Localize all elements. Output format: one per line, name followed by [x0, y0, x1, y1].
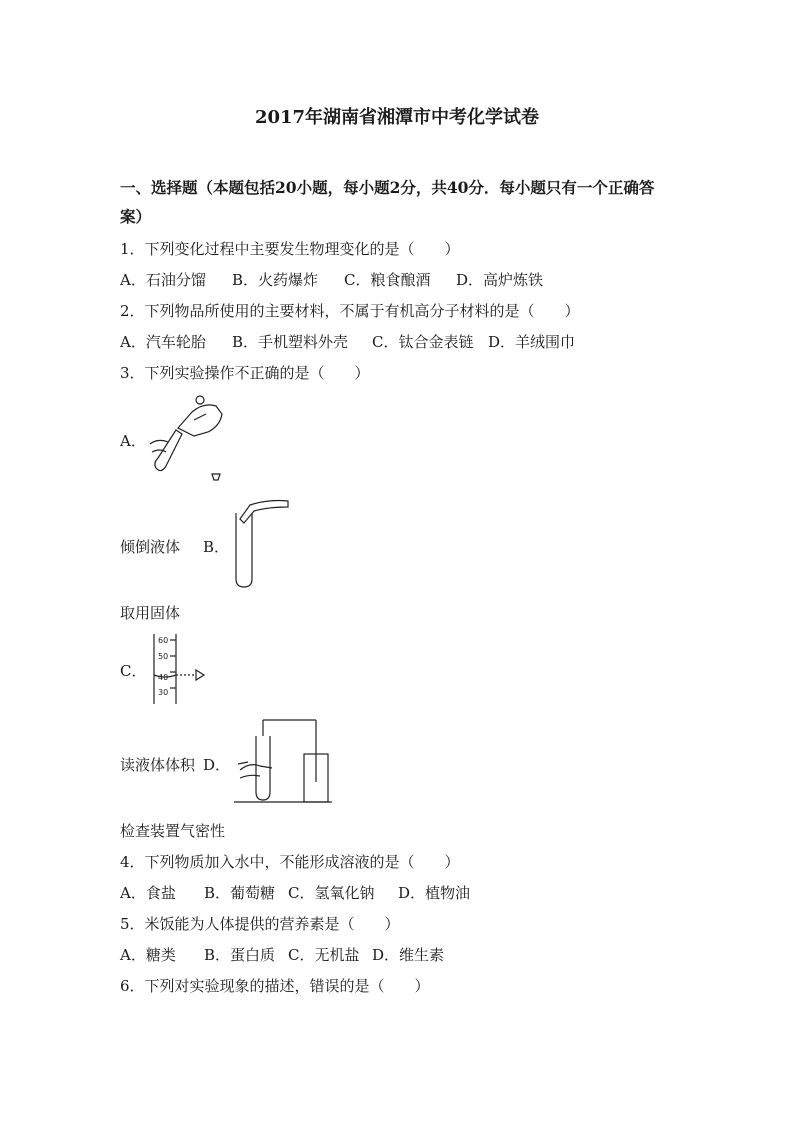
- pouring-liquid-illustration: [148, 392, 233, 488]
- question-2-stem: 2．下列物品所使用的主要材料，不属于有机高分子材料的是（ ）: [120, 302, 580, 320]
- option-b: B．蛋白质: [204, 946, 276, 964]
- option-d: D．维生素: [372, 946, 445, 964]
- figure-option-c-caption: 读液体体积: [120, 756, 196, 774]
- option-d: D．高炉炼铁: [456, 271, 544, 289]
- option-d: D．羊绒围巾: [488, 333, 576, 351]
- figure-option-d-caption: 检查装置气密性: [120, 822, 226, 840]
- scale-label-60: 60: [158, 636, 169, 645]
- question-2-options: [120, 331, 575, 352]
- option-c: C．氢氧化钠: [288, 884, 375, 902]
- scale-label-40: 40: [158, 673, 169, 682]
- option-c: C．钛合金表链: [372, 333, 474, 351]
- figure-option-d-letter: D．: [203, 756, 231, 774]
- question-5-options: [120, 944, 444, 965]
- question-4-options: [120, 882, 470, 903]
- figure-option-c-letter: C．: [120, 662, 147, 680]
- airtightness-check-illustration: [234, 716, 334, 806]
- option-a: A．食盐: [120, 884, 176, 902]
- question-1-options: [120, 269, 543, 290]
- question-5-stem: 5．米饭能为人体提供的营养素是（ ）: [120, 915, 400, 933]
- question-3-stem: 3．下列实验操作不正确的是（ ）: [120, 364, 370, 382]
- figure-option-b-caption: 取用固体: [120, 604, 181, 622]
- option-d: D．植物油: [398, 884, 471, 902]
- option-a: A．汽车轮胎: [120, 333, 206, 351]
- graduated-cylinder-illustration: [146, 632, 216, 706]
- figure-option-a-caption: 倾倒液体: [120, 538, 181, 556]
- option-b: B．手机塑料外壳: [232, 333, 349, 351]
- option-b: B．火药爆炸: [232, 271, 319, 289]
- taking-solid-illustration: [228, 495, 298, 590]
- question-4-stem: 4．下列物质加入水中，不能形成溶液的是（ ）: [120, 853, 460, 871]
- page-title: 2017年湖南省湘潭市中考化学试卷: [254, 107, 540, 128]
- option-c: C．无机盐: [288, 946, 360, 964]
- option-c: C．粮食酿酒: [344, 271, 431, 289]
- question-1-stem: 1．下列变化过程中主要发生物理变化的是（ ）: [120, 240, 460, 258]
- scale-label-50: 50: [158, 652, 169, 661]
- option-a: A．石油分馏: [120, 271, 206, 289]
- option-b: B．葡萄糖: [204, 884, 276, 902]
- figure-option-a-letter: A．: [120, 432, 146, 450]
- section-heading: 一、选择题（本题包括20小题，每小题2分，共40分．每小题只有一个正确答: [120, 178, 655, 197]
- option-a: A．糖类: [120, 946, 176, 964]
- scale-label-30: 30: [158, 688, 169, 697]
- figure-option-b-letter: B．: [203, 538, 230, 556]
- section-heading-cont: 案）: [120, 207, 152, 226]
- question-6-stem: 6．下列对实验现象的描述，错误的是（ ）: [120, 977, 430, 995]
